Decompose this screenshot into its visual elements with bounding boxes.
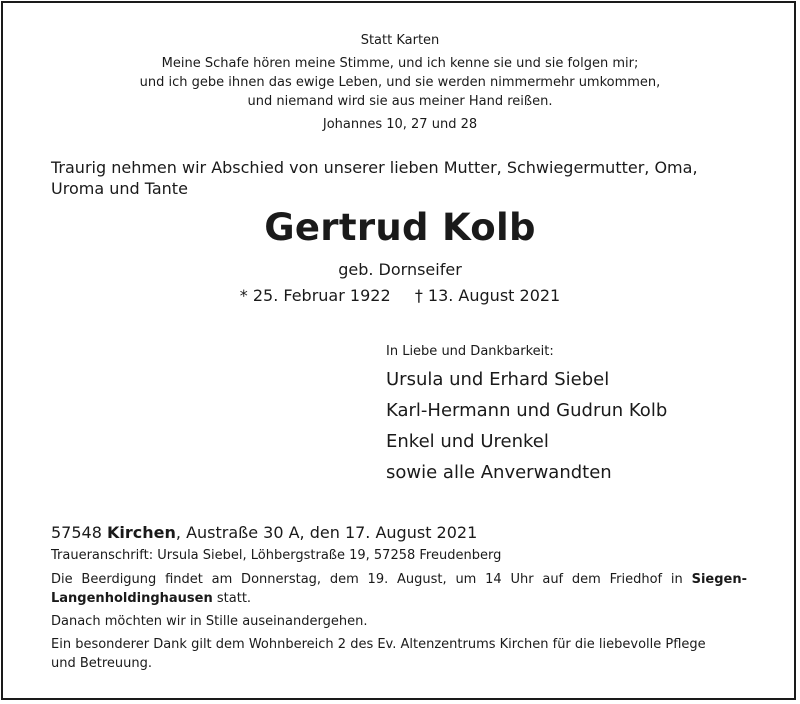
funeral-line-2 (51, 589, 747, 608)
thanks-line: Ein besonderer Dank gilt dem Wohnbereich 2 des Ev. Altenzentrums Kirchen für die liebevolle Pflege (51, 637, 706, 652)
death-date: † 13. August 2021 (414, 286, 561, 305)
funeral-text: Die Beerdigung findet am Donnerstag, dem 19. August, um 14 Uhr auf dem Friedhof in (51, 572, 683, 587)
funeral-line (51, 570, 747, 589)
statt-karten: Statt Karten (360, 33, 440, 48)
mourners-heading: In Liebe und Dankbarkeit: (386, 344, 554, 359)
place-date-line (51, 522, 747, 544)
thanks-line: und Betreuung. (51, 656, 153, 671)
address-date: , Austraße 30 A, den 17. August 2021 (175, 523, 478, 542)
mourner-name: Ursula und Erhard Siebel (386, 369, 610, 390)
mourners-block (386, 343, 668, 483)
funeral-place-cont: Langenholdinghausen (51, 591, 213, 606)
verse-line: Meine Schafe hören meine Stimme, und ich kenne sie und sie folgen mir; (161, 56, 639, 71)
traueranschrift: Traueranschrift: Ursula Siebel, Löhbergstraße 19, 57258 Freudenberg (51, 548, 502, 563)
mourner-name: sowie alle Anverwandten (386, 462, 612, 483)
postal-code: 57548 (51, 523, 102, 542)
verse-line: und niemand wird sie aus meiner Hand reißen. (247, 94, 553, 109)
verse-line: und ich gebe ihnen das ewige Leben, und sie werden nimmermehr umkommen, (139, 75, 661, 90)
birth-name: geb. Dornseifer (338, 260, 462, 279)
intro-line: Traurig nehmen wir Abschied von unserer lieben Mutter, Schwiegermutter, Oma, (51, 158, 698, 177)
verse-source: Johannes 10, 27 und 28 (322, 117, 478, 132)
city: Kirchen (107, 523, 176, 542)
life-dates (0, 285, 800, 307)
afterwards-line: Danach möchten wir in Stille auseinandergehen. (51, 614, 368, 629)
deceased-name: Gertrud Kolb (264, 206, 536, 249)
birth-date: * 25. Februar 1922 (239, 286, 391, 305)
intro-line: Uroma und Tante (51, 179, 188, 198)
funeral-place: Siegen- (691, 572, 747, 587)
mourner-name: Enkel und Urenkel (386, 431, 549, 452)
funeral-end: statt. (212, 591, 252, 606)
mourner-name: Karl-Hermann und Gudrun Kolb (386, 400, 668, 421)
